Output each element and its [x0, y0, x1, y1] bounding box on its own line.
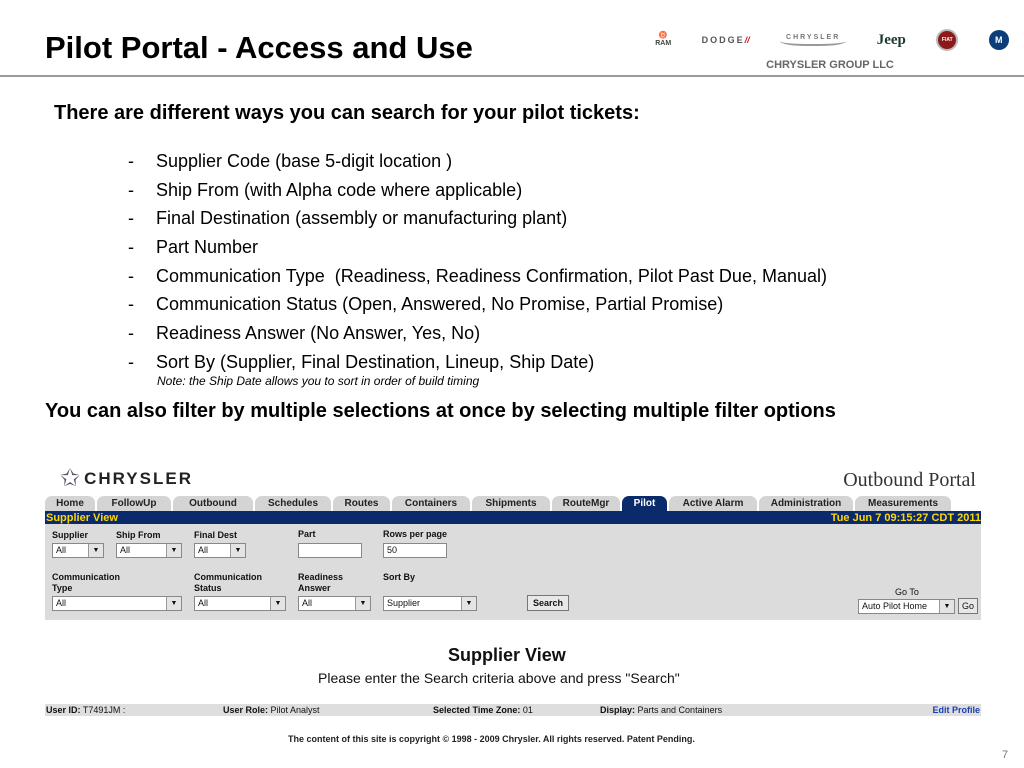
portal-screenshot — [45, 463, 981, 620]
rows-per-page-label: Rows per page — [383, 529, 448, 539]
ship-from-select[interactable] — [116, 543, 182, 558]
bullet-text: Part Number — [156, 237, 259, 258]
readiness-select[interactable] — [298, 596, 371, 611]
sort-by-label: Sort By — [383, 572, 416, 582]
search-button[interactable]: Search — [527, 595, 569, 611]
dodge-logo — [702, 35, 750, 45]
go-to-select[interactable] — [858, 599, 955, 614]
ram-logo — [655, 32, 671, 48]
list-item — [128, 236, 827, 265]
dodge-stripes-icon: // — [744, 35, 750, 45]
comm-type-select[interactable] — [52, 596, 182, 611]
chrysler-logo — [60, 467, 193, 491]
comm-type-label-line1: Communication — [52, 572, 121, 582]
tab-home[interactable]: Home — [45, 496, 95, 511]
comm-status-select-value: All — [198, 598, 209, 608]
page-number: 7 — [1002, 749, 1009, 761]
tab-outbound[interactable]: Outbound — [173, 496, 253, 511]
bullet-marker: - — [128, 237, 134, 258]
tab-routemgr[interactable]: RouteMgr — [552, 496, 620, 511]
chevron-down-icon: ▼ — [270, 597, 285, 610]
ship-date-note: Note: the Ship Date allows you to sort in order of build timing — [157, 374, 480, 388]
bullet-text: Communication Status (Open, Answered, No Promise, Partial Promise) — [156, 294, 724, 315]
edit-profile-link[interactable]: Edit Profile — [932, 705, 980, 715]
slide-subtitle: There are different ways you can search for your pilot tickets: — [54, 102, 640, 124]
comm-status-select[interactable] — [194, 596, 286, 611]
list-item — [128, 179, 827, 208]
user-id-label: User ID: — [46, 705, 81, 715]
bullet-marker: - — [128, 179, 134, 200]
readiness-label-line1: Readiness — [298, 572, 344, 582]
tab-active-alarm[interactable]: Active Alarm — [669, 496, 757, 511]
supplier-select[interactable] — [52, 543, 104, 558]
chrysler-label: CHRYSLER — [786, 34, 841, 41]
bullet-marker: - — [128, 351, 134, 372]
chevron-down-icon: ▼ — [939, 600, 954, 613]
view-bar — [45, 511, 981, 524]
bullet-marker: - — [128, 265, 134, 286]
bullet-text: Ship From (with Alpha code where applicable) — [156, 179, 523, 200]
final-dest-select[interactable] — [194, 543, 246, 558]
part-input[interactable] — [298, 543, 362, 558]
content-message: Please enter the Search criteria above and press "Search" — [318, 670, 680, 686]
title-divider — [0, 75, 1024, 77]
filter-tip: You can also filter by multiple selections at once by selecting multiple filter options — [45, 400, 836, 422]
mopar-logo: M — [989, 30, 1009, 50]
bullet-text: Supplier Code (base 5-digit location ) — [156, 151, 453, 171]
part-label: Part — [298, 529, 316, 539]
bullet-marker: - — [128, 208, 134, 229]
chevron-down-icon: ▼ — [355, 597, 370, 610]
ship-from-label: Ship From — [116, 530, 161, 540]
portal-header — [45, 463, 981, 495]
comm-type-label — [52, 572, 120, 594]
final-dest-select-value: All — [198, 545, 209, 555]
display-value: Parts and Containers — [637, 705, 723, 715]
chevron-down-icon: ▼ — [166, 597, 181, 610]
bullet-text: Sort By (Supplier, Final Destination, Lineup, Ship Date) — [156, 351, 595, 372]
bullet-marker: - — [128, 151, 134, 171]
tab-shipments[interactable]: Shipments — [472, 496, 550, 511]
comm-status-label-line1: Communication — [194, 572, 263, 582]
status-bar — [45, 704, 981, 716]
sort-by-select-value: Supplier — [387, 598, 421, 608]
rows-per-page-input[interactable]: 50 — [383, 543, 447, 558]
display-label: Display: — [600, 705, 636, 715]
bullet-text: Readiness Answer (No Answer, Yes, No) — [156, 323, 481, 344]
readiness-label-line2: Answer — [298, 583, 331, 593]
content-title: Supplier View — [448, 645, 566, 665]
list-item — [128, 150, 827, 179]
tab-measurements[interactable]: Measurements — [855, 496, 951, 511]
supplier-select-value: All — [56, 545, 67, 555]
chevron-down-icon: ▼ — [166, 544, 181, 557]
bullet-marker: - — [128, 323, 134, 344]
tab-followup[interactable]: FollowUp — [97, 496, 171, 511]
user-role-label: User Role: — [223, 705, 269, 715]
search-options-list — [128, 150, 827, 380]
chevron-down-icon: ▼ — [461, 597, 476, 610]
list-item — [128, 322, 827, 351]
sort-by-select[interactable] — [383, 596, 477, 611]
chevron-down-icon: ▼ — [88, 544, 103, 557]
ship-from-select-value: All — [120, 545, 131, 555]
comm-type-label-line2: Type — [52, 583, 73, 593]
jeep-logo: Jeep — [876, 31, 906, 48]
filter-panel — [45, 524, 981, 620]
user-role-value: Pilot Analyst — [270, 705, 320, 715]
portal-tabs — [45, 495, 981, 511]
time-zone-value: 01 — [522, 705, 533, 715]
supplier-label: Supplier — [52, 530, 89, 540]
go-to-label: Go To — [895, 587, 919, 597]
tab-pilot[interactable]: Pilot — [622, 496, 667, 511]
user-id — [46, 704, 125, 716]
tab-routes[interactable]: Routes — [333, 496, 390, 511]
chevron-down-icon: ▼ — [230, 544, 245, 557]
copyright-notice: The content of this site is copyright © 1998 - 2009 Chrysler. All rights reserved. Patent Pending. — [288, 734, 695, 744]
ram-label: RAM — [655, 40, 672, 47]
tab-administration[interactable]: Administration — [759, 496, 853, 511]
list-item — [128, 265, 827, 294]
ram-head-icon: ♉ — [658, 32, 668, 39]
time-zone-label: Selected Time Zone: — [433, 705, 521, 715]
company-name: CHRYSLER GROUP LLC — [766, 59, 894, 71]
user-role — [223, 704, 320, 716]
comm-type-select-value: All — [56, 598, 67, 608]
bullet-text: Communication Type (Readiness, Readiness Confirmation, Pilot Past Due, Manual) — [156, 265, 827, 286]
view-label: Supplier View — [46, 511, 118, 524]
pentastar-icon: ✩ — [60, 465, 81, 492]
go-to-select-value: Auto Pilot Home — [862, 601, 928, 611]
tab-schedules[interactable]: Schedules — [255, 496, 331, 511]
bullet-text: Final Destination (assembly or manufacturing plant) — [156, 208, 568, 229]
chrysler-wordmark: CHRYSLER — [84, 469, 193, 488]
readiness-select-value: All — [302, 598, 313, 608]
go-button[interactable]: Go — [958, 598, 978, 614]
chrysler-wings-logo — [780, 34, 846, 46]
comm-status-label — [194, 572, 262, 594]
current-datetime: Tue Jun 7 09:15:27 CDT 2011 — [830, 511, 981, 524]
tab-containers[interactable]: Containers — [392, 496, 470, 511]
brand-logos — [640, 22, 1024, 58]
display-mode — [600, 704, 722, 716]
portal-title: Outbound Portal — [843, 469, 976, 491]
slide-title: Pilot Portal - Access and Use — [45, 30, 473, 65]
list-item — [128, 207, 827, 236]
final-dest-label: Final Dest — [194, 530, 238, 540]
user-id-value: T7491JM : — [82, 705, 126, 715]
fiat-logo: FIAT — [936, 29, 958, 51]
list-item — [128, 293, 827, 322]
comm-status-label-line2: Status — [194, 583, 222, 593]
bullet-marker: - — [128, 294, 134, 315]
dodge-label: DODGE — [701, 35, 745, 45]
readiness-label — [298, 572, 343, 594]
time-zone — [433, 704, 533, 716]
